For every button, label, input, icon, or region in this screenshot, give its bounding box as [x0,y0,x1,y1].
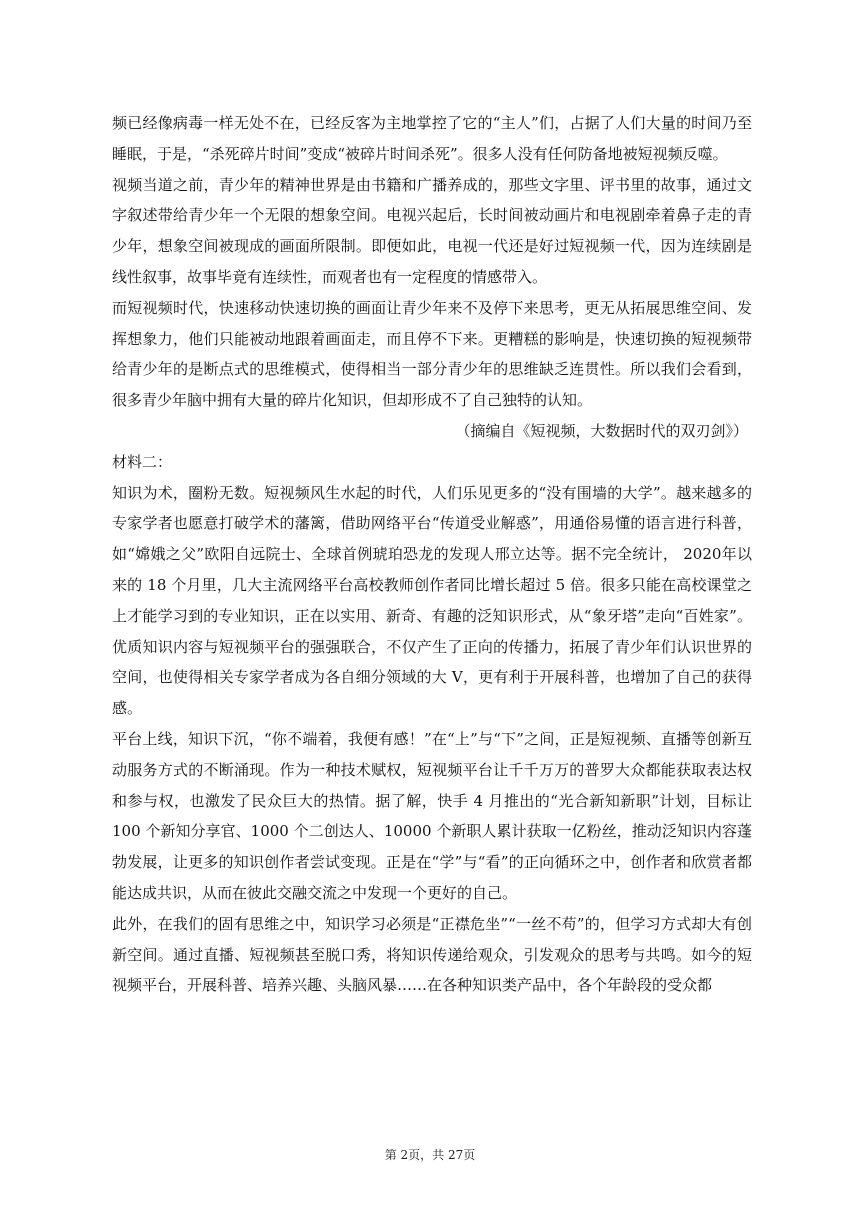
source-citation: （摘编自《短视频，大数据时代的双刃剑》） [455,421,748,440]
page-footer: 第 2页，共 27页 [384,1148,476,1162]
paragraph-2: 视频当道之前，青少年的精神世界是由书籍和广播养成的，那些文字里、评书里的故事，通过文字叙述带给青少年一个无限的想象空间。电视兴起后，长时间被动画片和电视剧牵着鼻子走的青少年，想象空间被现成的画面所限制。即便如此，电视一代还是好过短视频一代，因为连续剧是线性叙事，故事毕竟有连续性，而观者也有一定程度的情感带入。 [112,175,752,286]
material-2-paragraph-3: 此外，在我们的固有思维之中，知识学习必须是“正襟危坐”“一丝不苟”的，但学习方式却大有创新空间。通过直播、短视频甚至脱口秀，将知识传递给观众，引发观众的思考与共鸣。如今的短视频平台，开展科普、培养兴趣、头脑风暴……在各种知识类产品中，各个年龄段的受众都 [112,914,752,995]
material-2-heading: 材料二： [112,452,173,471]
document-body [112,108,752,1001]
paragraph-1: 频已经像病毒一样无处不在，已经反客为主地掌控了它的“主人”们，占据了人们大量的时间乃至睡眠，于是，“杀死碎片时间”变成“被碎片时间杀死”。很多人没有任何防备地被短视频反噬。 [112,114,752,163]
material-2-paragraph-2: 平台上线，知识下沉，“你不端着，我便有感！”在“上”与“下”之间，正是短视频、直播等创新互动服务方式的不断涌现。作为一种技术赋权，短视频平台让千千万万的普罗大众都能获取表达权和参与权，也激发了民众巨大的热情。据了解，快手 4 月推出的“光合新知新职”计划，目标让 100 个新知分享官、1000 个二创达人、10000 个新职人累计获取一亿粉丝，推动泛知识内容蓬勃发展，让更多的知识创作者尝试变现。正是在“学”与“看”的正向循环之中，创作者和欣赏者都能达成共识，从而在彼此交融交流之中发现一个更好的自己。 [112,729,752,902]
material-2-paragraph-1: 知识为术，圈粉无数。短视频风生水起的时代，人们乐见更多的“没有围墙的大学”。越来越多的专家学者也愿意打破学术的藩篱，借助网络平台“传道受业解惑”，用通俗易懂的语言进行科普，如“嫦娥之父”欧阳自远院士、全球首例琥珀恐龙的发现人邢立达等。据不完全统计， 2020年以来的 18 个月里，几大主流网络平台高校教师创作者同比增长超过 5 倍。很多只能在高校课堂之上才能学习到的专业知识，正在以实用、新奇、有趣的泛知识形式，从“象牙塔”走向“百姓家”。优质知识内容与短视频平台的强强联合，不仅产生了正向的传播力，拓展了青少年们认识世界的空间，也使得相关专家学者成为各自细分领域的大 V，更有利于开展科普，也增加了自己的获得感。 [112,483,752,718]
paragraph-3: 而短视频时代，快速移动快速切换的画面让青少年来不及停下来思考，更无从拓展思维空间、发挥想象力，他们只能被动地跟着画面走，而且停不下来。更糟糕的影响是，快速切换的短视频带给青少年的是断点式的思维模式，使得相当一部分青少年的思维缺乏连贯性。所以我们会看到，很多青少年脑中拥有大量的碎片化知识，但却形成不了自己独特的认知。 [112,298,752,410]
